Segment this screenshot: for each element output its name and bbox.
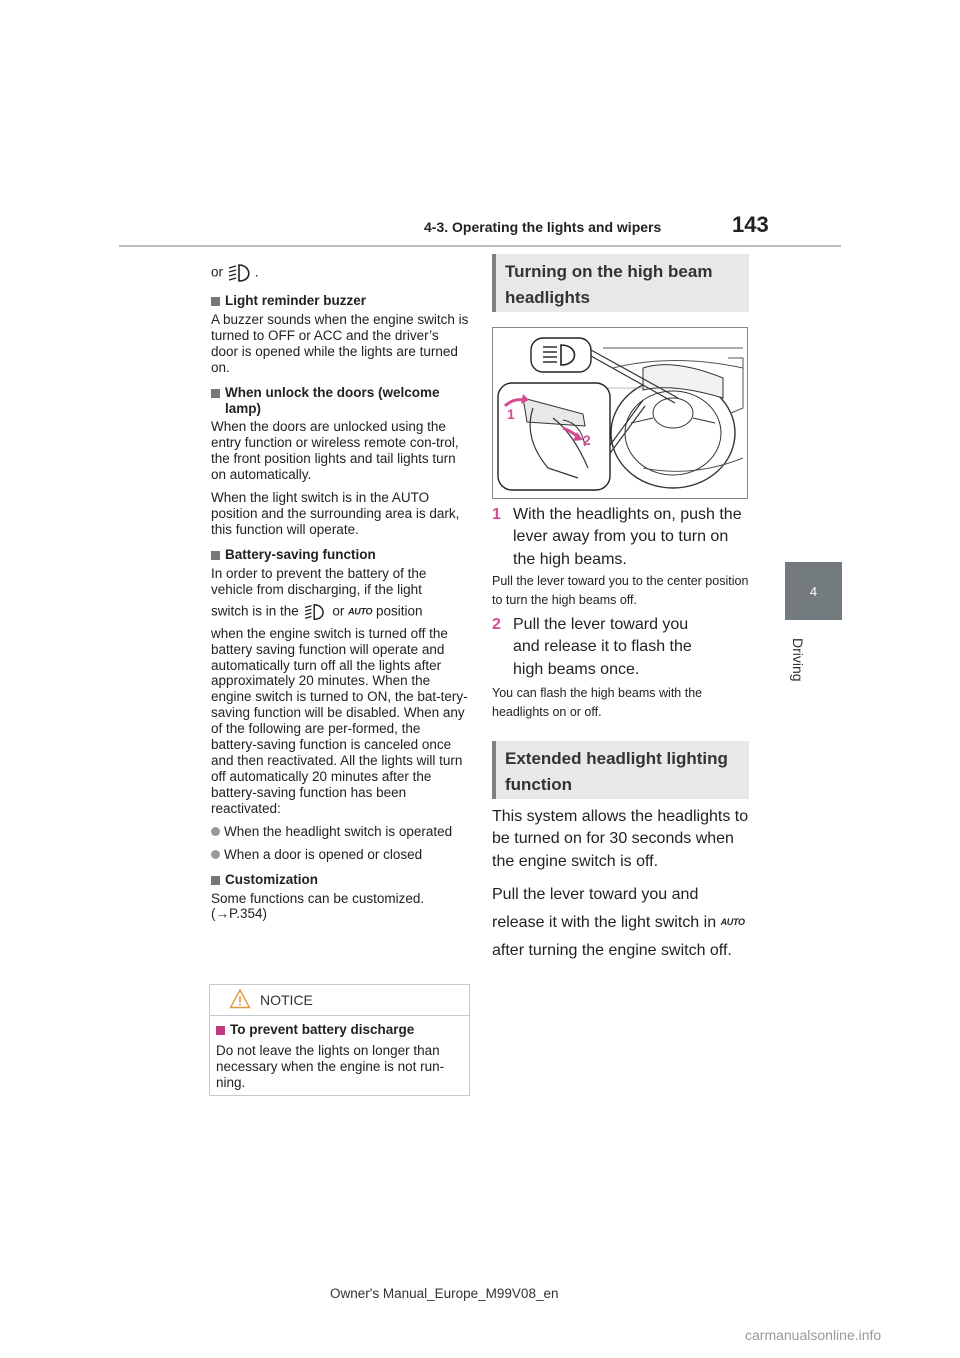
step-number: 2: [492, 616, 501, 633]
chapter-label: Driving: [790, 638, 806, 682]
section-title: 4-3. Operating the lights and wipers: [424, 219, 662, 235]
headlight-low-beam-icon: [227, 262, 255, 284]
customization-text[interactable]: Some functions can be customized. (→P.354): [211, 890, 425, 922]
extended-title: Extended headlight lighting function: [505, 749, 728, 794]
steering-lever-illustration: [493, 328, 748, 499]
manual-footer: Owner's Manual_Europe_M99V08_en: [330, 1286, 559, 1301]
square-bullet-icon: [211, 551, 220, 560]
square-bullet-icon: [211, 297, 220, 306]
figure-label-1: 1: [507, 406, 515, 422]
high-beam-title: Turning on the high beam headlights: [505, 262, 713, 307]
extended-body: [492, 806, 754, 973]
notice-heading: To prevent battery discharge: [216, 1022, 463, 1038]
auto-icon: AUTO: [720, 917, 745, 928]
extended-title-band: [492, 741, 749, 799]
square-bullet-icon: [211, 389, 220, 398]
figure-label-2: 2: [583, 432, 591, 448]
notice-header: [210, 985, 469, 1016]
step-number: 1: [492, 506, 501, 523]
step-2: [492, 614, 754, 681]
watermark[interactable]: carmanualsonline.info: [745, 1327, 882, 1343]
welcome-lamp-text-2: When the light switch is in the AUTO position and the surrounding area is dark, this function will operate.: [211, 490, 460, 537]
headlight-low-beam-icon: [303, 602, 329, 622]
notice-text: Do not leave the lights on longer than necessary when the engine is not run-ning.: [216, 1042, 445, 1090]
welcome-lamp-text-1: When the doors are unlocked using the entry function or wireless remote con-trol, the front position lights and tail lights turn on automatically.: [211, 419, 459, 483]
auto-icon: AUTO: [348, 606, 373, 617]
light-reminder-heading: Light reminder buzzer: [211, 293, 469, 309]
round-bullet-icon: [211, 850, 220, 859]
step-1: [492, 504, 754, 571]
list-item: When a door is opened or closed: [211, 847, 469, 863]
step-1-note: Pull the lever toward you to the center position to turn the high beams off.: [492, 574, 749, 607]
battery-saving-text-c: when the engine switch is turned off the battery saving function will operate and automatically turn off all the lights after approximately 20 minutes. When the engine switch is turned to ON, the bat-tery-saving function will be disabled. When any of the following are per-formed, the battery-saving function is canceled once and then reactivated. All the lights will turn off automatically 20 minutes after the battery-saving function has been reactivated:: [211, 625, 468, 816]
high-beam-title-band: [492, 254, 749, 312]
warning-triangle-icon: [229, 988, 251, 1010]
welcome-lamp-heading: When unlock the doors (welcome lamp): [211, 385, 469, 417]
round-bullet-icon: [211, 827, 220, 836]
battery-saving-text-b: switch is in the or AUTO position: [211, 602, 469, 622]
intro-line: or .: [211, 262, 469, 284]
battery-saving-heading: Battery-saving function: [211, 547, 469, 563]
customization-heading: Customization: [211, 872, 469, 888]
extended-para-2: Pull the lever toward you and release it with the light switch in AUTO after turning the engine switch off.: [492, 886, 745, 960]
list-item: When the headlight switch is operated: [211, 824, 469, 840]
square-bullet-icon: [211, 876, 220, 885]
high-beam-figure: [492, 327, 748, 499]
page-number: 143: [732, 212, 769, 237]
step-2-note: You can flash the high beams with the headlights on or off.: [492, 686, 703, 719]
chapter-tab[interactable]: 4: [785, 562, 842, 620]
battery-saving-text-a: In order to prevent the battery of the vehicle from discharging, if the light: [211, 565, 427, 597]
notice-body: [210, 1016, 469, 1095]
extended-para-1: This system allows the headlights to be turned on for 30 seconds when the engine switch is off.: [492, 808, 749, 870]
notice-title: NOTICE: [260, 992, 313, 1008]
square-bullet-icon: [216, 1026, 225, 1035]
notice-box: [209, 984, 470, 1096]
step-text: With the headlights on, push the lever away from you to turn on the high beams.: [513, 506, 742, 568]
header-rule: [119, 245, 841, 247]
left-column: [211, 262, 469, 929]
step-text: Pull the lever toward you and release it to flash the high beams once.: [513, 616, 692, 678]
light-reminder-text: A buzzer sounds when the engine switch is turned to OFF or ACC and the driver’s door is opened while the lights are turned on.: [211, 311, 469, 375]
